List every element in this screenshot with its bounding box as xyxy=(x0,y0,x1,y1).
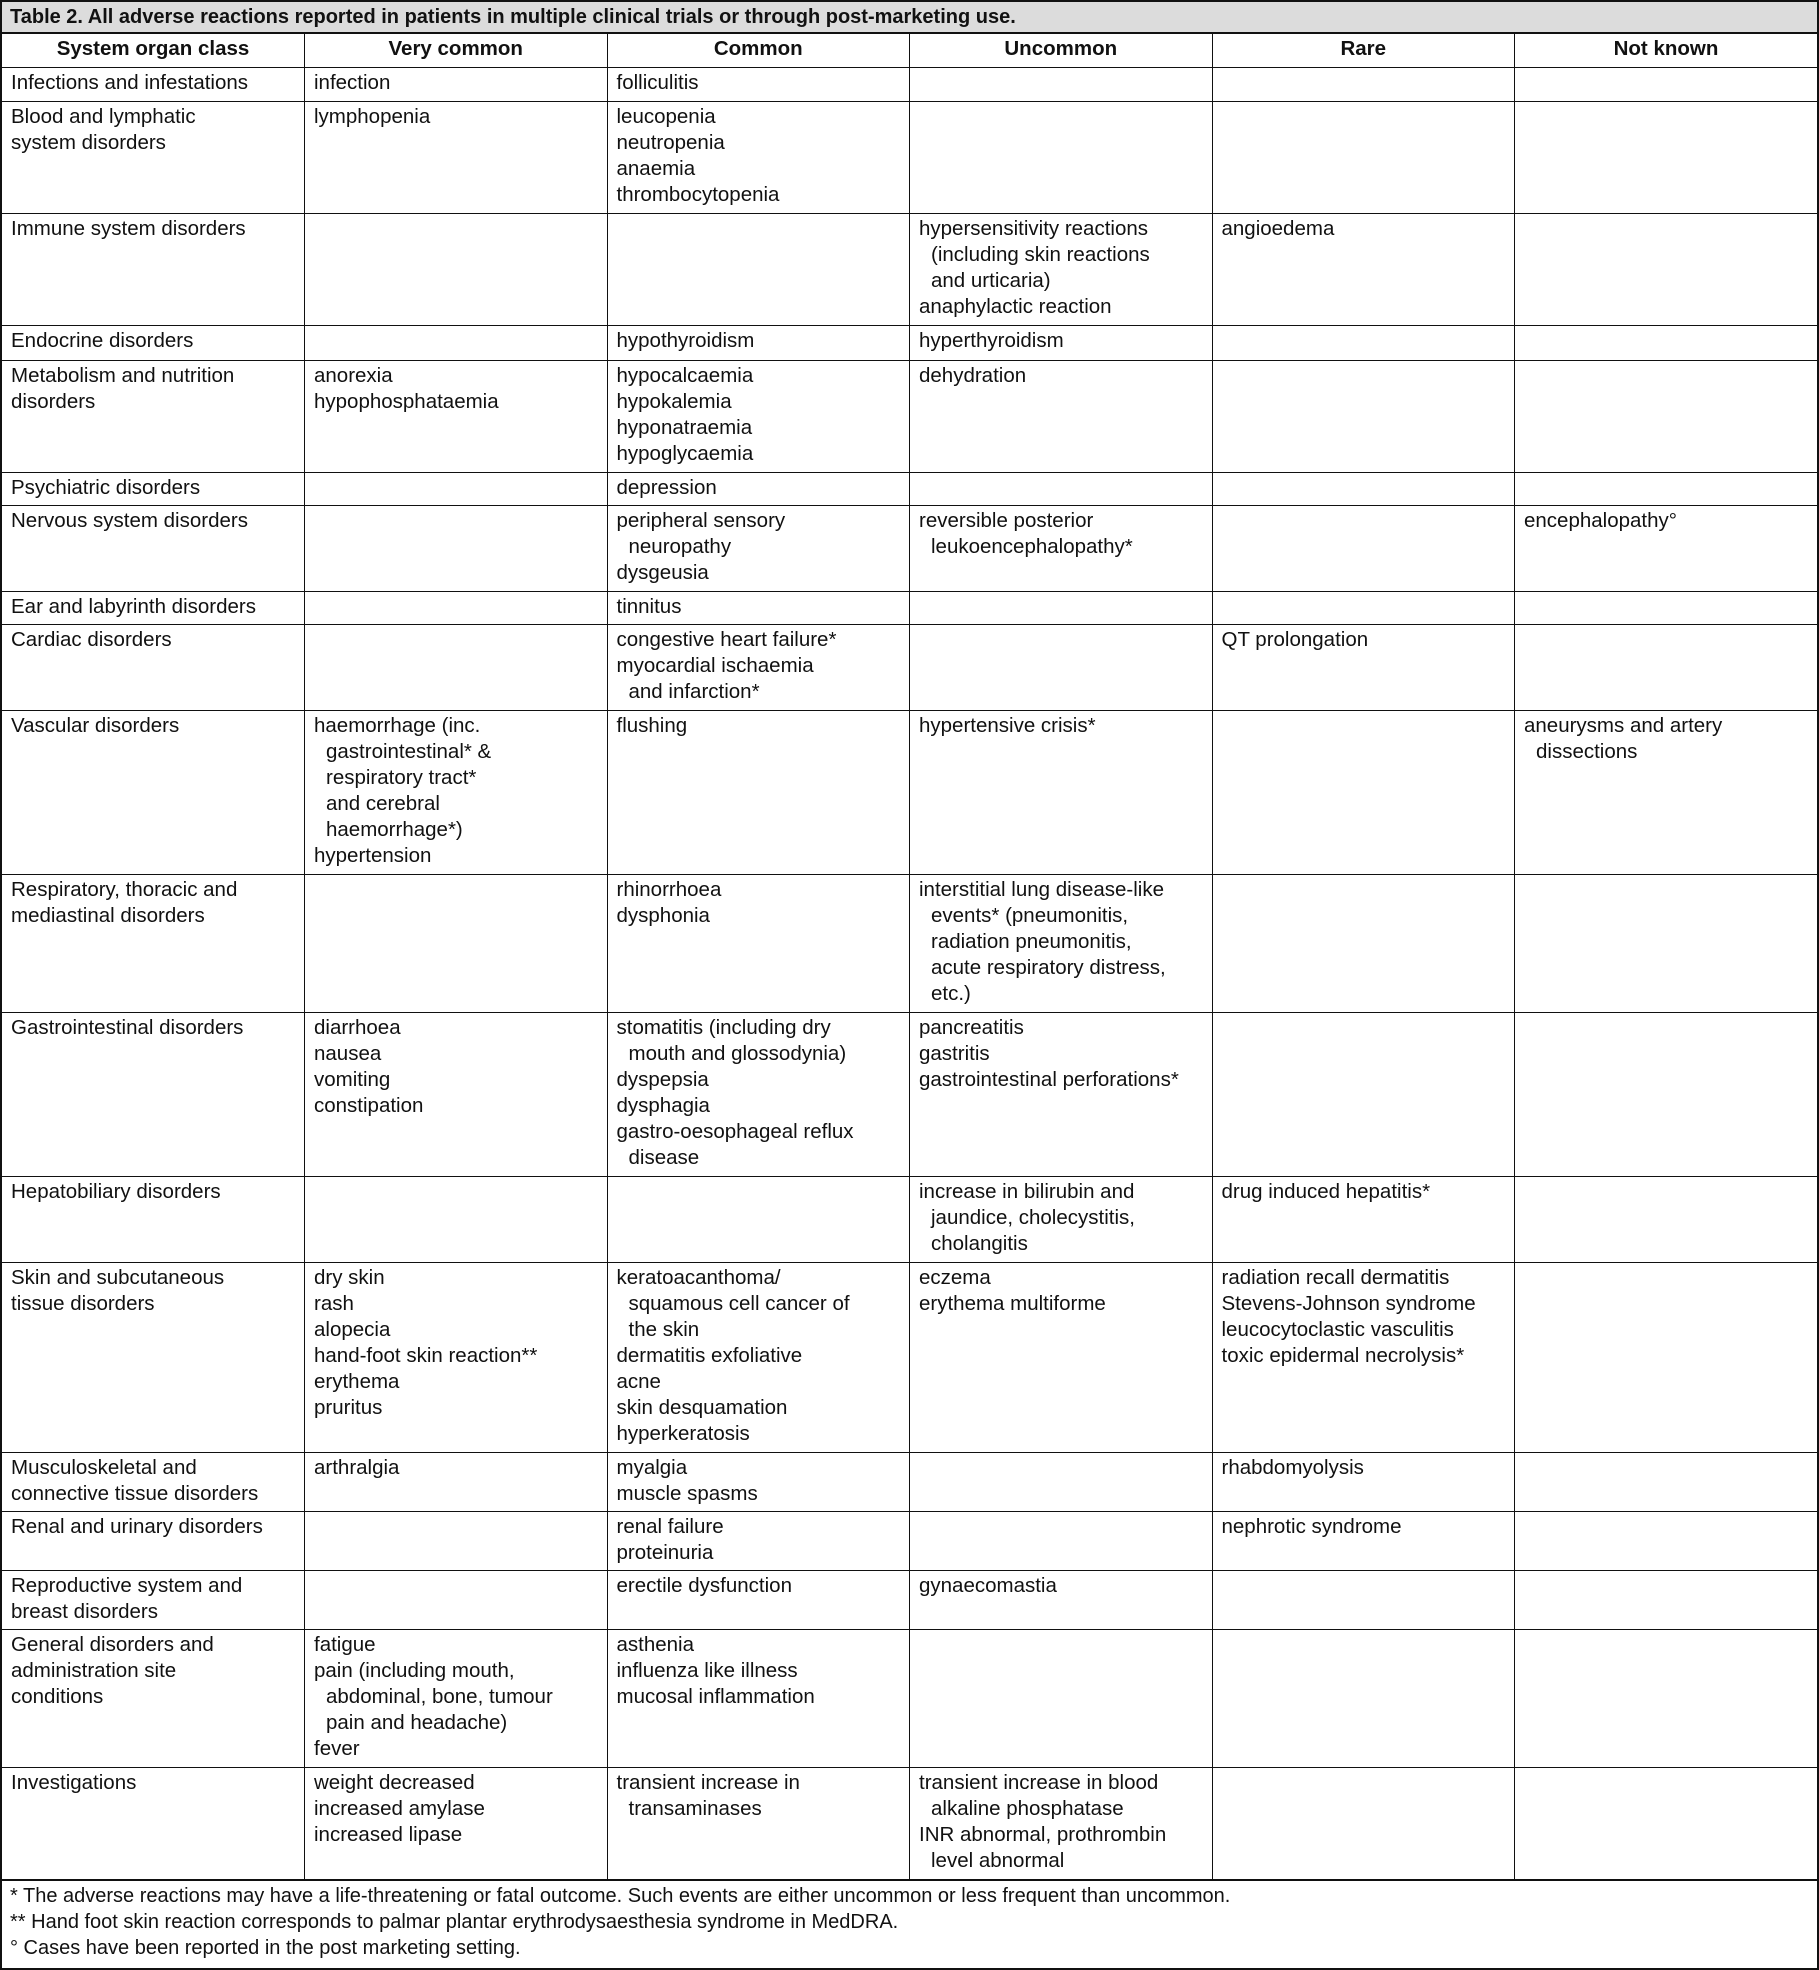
cell-very-common xyxy=(305,592,608,625)
cell-line: hypertension xyxy=(314,844,432,867)
cell-common xyxy=(607,1512,910,1571)
table-row xyxy=(2,1013,1817,1177)
header-not-known: Not known xyxy=(1515,34,1818,68)
cell-line: depression xyxy=(616,476,717,499)
cell-line: dermatitis exfoliative xyxy=(616,1344,803,1367)
cell-system-organ-class xyxy=(2,1571,305,1630)
cell-line: increase in bilirubin and xyxy=(919,1180,1135,1203)
table-row xyxy=(2,711,1817,875)
cell-line: gastro-oesophageal reflux xyxy=(616,1120,854,1143)
header-system-organ-class: System organ class xyxy=(2,34,305,68)
cell-line: and urticaria) xyxy=(931,269,1051,292)
table-row xyxy=(2,1177,1817,1263)
cell-line: administration site xyxy=(11,1659,177,1682)
cell-uncommon xyxy=(910,473,1213,506)
cell-line: hypophosphataemia xyxy=(314,390,499,413)
cell-line: myalgia xyxy=(616,1456,688,1479)
table-row xyxy=(2,592,1817,625)
cell-uncommon xyxy=(910,1453,1213,1512)
cell-common xyxy=(607,506,910,592)
cell-uncommon xyxy=(910,506,1213,592)
cell-not-known xyxy=(1515,711,1818,875)
cell-line: pruritus xyxy=(314,1396,383,1419)
cell-line: lymphopenia xyxy=(314,105,431,128)
cell-common xyxy=(607,1571,910,1630)
cell-rare xyxy=(1212,875,1515,1013)
cell-line: encephalopathy° xyxy=(1524,509,1677,532)
cell-line: keratoacanthoma/ xyxy=(616,1266,781,1289)
cell-common xyxy=(607,361,910,473)
cell-line: infection xyxy=(314,71,391,94)
cell-system-organ-class xyxy=(2,326,305,361)
cell-common xyxy=(607,214,910,326)
cell-common xyxy=(607,1768,910,1880)
table-row xyxy=(2,214,1817,326)
cell-line: Vascular disorders xyxy=(11,714,180,737)
cell-line: hypoglycaemia xyxy=(616,442,754,465)
cell-line: the skin xyxy=(628,1318,700,1341)
cell-line: renal failure xyxy=(616,1515,724,1538)
cell-very-common xyxy=(305,68,608,102)
cell-line: radiation recall dermatitis xyxy=(1221,1266,1450,1289)
cell-system-organ-class xyxy=(2,1013,305,1177)
table-row xyxy=(2,506,1817,592)
cell-system-organ-class xyxy=(2,875,305,1013)
cell-line: reversible posterior xyxy=(919,509,1094,532)
header-very-common: Very common xyxy=(305,34,608,68)
cell-very-common xyxy=(305,1263,608,1453)
cell-rare xyxy=(1212,68,1515,102)
cell-line: INR abnormal, prothrombin xyxy=(919,1823,1167,1846)
cell-system-organ-class xyxy=(2,1453,305,1512)
cell-very-common xyxy=(305,1453,608,1512)
cell-system-organ-class xyxy=(2,214,305,326)
cell-line: and infarction* xyxy=(628,680,760,703)
cell-very-common xyxy=(305,711,608,875)
cell-line: gastrointestinal* & xyxy=(326,740,492,763)
cell-line: Metabolism and nutrition xyxy=(11,364,235,387)
cell-line: arthralgia xyxy=(314,1456,400,1479)
cell-common xyxy=(607,875,910,1013)
cell-line: skin desquamation xyxy=(616,1396,788,1419)
cell-line: dehydration xyxy=(919,364,1027,387)
cell-line: hypocalcaemia xyxy=(616,364,754,387)
cell-line: hypothyroidism xyxy=(616,329,755,352)
cell-line: mouth and glossodynia) xyxy=(628,1042,847,1065)
cell-uncommon xyxy=(910,1177,1213,1263)
cell-line: myocardial ischaemia xyxy=(616,654,814,677)
cell-uncommon xyxy=(910,1512,1213,1571)
cell-rare xyxy=(1212,473,1515,506)
cell-not-known xyxy=(1515,1512,1818,1571)
cell-line: interstitial lung disease-like xyxy=(919,878,1164,901)
cell-very-common xyxy=(305,1768,608,1880)
cell-line: toxic epidermal necrolysis* xyxy=(1221,1344,1465,1367)
cell-line: flushing xyxy=(616,714,688,737)
cell-line: fatigue xyxy=(314,1633,376,1656)
cell-rare xyxy=(1212,214,1515,326)
cell-common xyxy=(607,1630,910,1768)
cell-line: QT prolongation xyxy=(1221,628,1369,651)
cell-line: transaminases xyxy=(628,1797,762,1820)
cell-line: vomiting xyxy=(314,1068,391,1091)
cell-line: proteinuria xyxy=(616,1541,714,1564)
cell-line: gastritis xyxy=(919,1042,990,1065)
cell-very-common xyxy=(305,625,608,711)
cell-line: stomatitis (including dry xyxy=(616,1016,831,1039)
cell-line: hypertensive crisis* xyxy=(919,714,1096,737)
cell-line: nephrotic syndrome xyxy=(1221,1515,1402,1538)
cell-line: gastrointestinal perforations* xyxy=(919,1068,1179,1091)
cell-rare xyxy=(1212,1263,1515,1453)
cell-line: dissections xyxy=(1536,740,1638,763)
cell-rare xyxy=(1212,1453,1515,1512)
cell-line: Renal and urinary disorders xyxy=(11,1515,263,1538)
cell-line: Nervous system disorders xyxy=(11,509,248,532)
cell-line: General disorders and xyxy=(11,1633,214,1656)
cell-line: Skin and subcutaneous xyxy=(11,1266,225,1289)
cell-line: Hepatobiliary disorders xyxy=(11,1180,221,1203)
cell-line: Stevens-Johnson syndrome xyxy=(1221,1292,1476,1315)
cell-line: hypersensitivity reactions xyxy=(919,217,1149,240)
cell-line: neuropathy xyxy=(628,535,732,558)
cell-rare xyxy=(1212,1768,1515,1880)
cell-uncommon xyxy=(910,875,1213,1013)
cell-line: hyponatraemia xyxy=(616,416,753,439)
cell-very-common xyxy=(305,1013,608,1177)
table-row xyxy=(2,1512,1817,1571)
cell-line: tinnitus xyxy=(616,595,682,618)
cell-line: Immune system disorders xyxy=(11,217,246,240)
cell-common xyxy=(607,68,910,102)
footnote-degree: ° Cases have been reported in the post marketing setting. xyxy=(10,1937,521,1959)
cell-not-known xyxy=(1515,473,1818,506)
cell-line: respiratory tract* xyxy=(326,766,477,789)
cell-not-known xyxy=(1515,214,1818,326)
cell-common xyxy=(607,102,910,214)
table-row xyxy=(2,102,1817,214)
cell-line: fever xyxy=(314,1737,360,1760)
cell-system-organ-class xyxy=(2,1263,305,1453)
cell-system-organ-class xyxy=(2,1630,305,1768)
cell-system-organ-class xyxy=(2,102,305,214)
adverse-reactions-table xyxy=(2,34,1817,1880)
cell-line: jaundice, cholecystitis, xyxy=(931,1206,1135,1229)
cell-line: hyperkeratosis xyxy=(616,1422,750,1445)
cell-not-known xyxy=(1515,1453,1818,1512)
cell-rare xyxy=(1212,1177,1515,1263)
cell-rare xyxy=(1212,326,1515,361)
cell-very-common xyxy=(305,1571,608,1630)
cell-line: erythema multiforme xyxy=(919,1292,1106,1315)
cell-system-organ-class xyxy=(2,506,305,592)
cell-line: level abnormal xyxy=(931,1849,1065,1872)
cell-not-known xyxy=(1515,1768,1818,1880)
cell-line: increased lipase xyxy=(314,1823,463,1846)
cell-rare xyxy=(1212,361,1515,473)
cell-line: mucosal inflammation xyxy=(616,1685,815,1708)
cell-system-organ-class xyxy=(2,1768,305,1880)
cell-line: peripheral sensory xyxy=(616,509,786,532)
cell-line: dry skin xyxy=(314,1266,385,1289)
cell-common xyxy=(607,1263,910,1453)
cell-line: acne xyxy=(616,1370,661,1393)
cell-line: Respiratory, thoracic and xyxy=(11,878,238,901)
cell-uncommon xyxy=(910,1768,1213,1880)
cell-line: dysgeusia xyxy=(616,561,709,584)
cell-line: anaemia xyxy=(616,157,696,180)
cell-line: pain (including mouth, xyxy=(314,1659,515,1682)
cell-very-common xyxy=(305,1630,608,1768)
cell-not-known xyxy=(1515,1571,1818,1630)
header-row xyxy=(2,34,1817,68)
cell-line: leucopenia xyxy=(616,105,716,128)
cell-line: conditions xyxy=(11,1685,104,1708)
cell-line: congestive heart failure* xyxy=(616,628,837,651)
cell-line: Reproductive system and xyxy=(11,1574,243,1597)
cell-line: Endocrine disorders xyxy=(11,329,194,352)
cell-very-common xyxy=(305,361,608,473)
cell-rare xyxy=(1212,592,1515,625)
cell-line: tissue disorders xyxy=(11,1292,155,1315)
cell-line: diarrhoea xyxy=(314,1016,401,1039)
cell-system-organ-class xyxy=(2,473,305,506)
cell-line: leucocytoclastic vasculitis xyxy=(1221,1318,1454,1341)
cell-line: Cardiac disorders xyxy=(11,628,172,651)
cell-line: cholangitis xyxy=(931,1232,1028,1255)
cell-line: influenza like illness xyxy=(616,1659,798,1682)
header-uncommon: Uncommon xyxy=(910,34,1213,68)
cell-rare xyxy=(1212,102,1515,214)
cell-line: constipation xyxy=(314,1094,424,1117)
cell-rare xyxy=(1212,1630,1515,1768)
cell-line: Blood and lymphatic xyxy=(11,105,196,128)
cell-line: squamous cell cancer of xyxy=(628,1292,850,1315)
cell-line: hand-foot skin reaction** xyxy=(314,1344,538,1367)
cell-line: Musculoskeletal and xyxy=(11,1456,197,1479)
cell-not-known xyxy=(1515,68,1818,102)
footnote-double-asterisk: ** Hand foot skin reaction corresponds to palmar plantar erythrodysaesthesia syndrome in MedDRA. xyxy=(10,1911,899,1933)
cell-line: Gastrointestinal disorders xyxy=(11,1016,244,1039)
cell-uncommon xyxy=(910,711,1213,875)
cell-line: alopecia xyxy=(314,1318,391,1341)
cell-line: transient increase in blood xyxy=(919,1771,1159,1794)
cell-line: erythema xyxy=(314,1370,400,1393)
cell-uncommon xyxy=(910,1630,1213,1768)
cell-very-common xyxy=(305,1177,608,1263)
table-caption: Table 2. All adverse reactions reported in patients in multiple clinical trials or through post-marketing use. xyxy=(2,2,1817,34)
cell-common xyxy=(607,473,910,506)
cell-line: Investigations xyxy=(11,1771,137,1794)
cell-line: alkaline phosphatase xyxy=(931,1797,1124,1820)
table-row xyxy=(2,473,1817,506)
cell-not-known xyxy=(1515,326,1818,361)
cell-line: gynaecomastia xyxy=(919,1574,1057,1597)
cell-line: nausea xyxy=(314,1042,382,1065)
cell-very-common xyxy=(305,102,608,214)
cell-line: acute respiratory distress, xyxy=(931,956,1166,979)
header-rare: Rare xyxy=(1212,34,1515,68)
cell-line: (including skin reactions xyxy=(931,243,1150,266)
cell-line: etc.) xyxy=(931,982,971,1005)
cell-line: breast disorders xyxy=(11,1600,158,1623)
cell-not-known xyxy=(1515,1630,1818,1768)
cell-line: pancreatitis xyxy=(919,1016,1024,1039)
cell-system-organ-class xyxy=(2,1177,305,1263)
cell-uncommon xyxy=(910,326,1213,361)
cell-not-known xyxy=(1515,361,1818,473)
cell-rare xyxy=(1212,1013,1515,1177)
cell-very-common xyxy=(305,326,608,361)
cell-common xyxy=(607,625,910,711)
cell-line: asthenia xyxy=(616,1633,695,1656)
cell-uncommon xyxy=(910,625,1213,711)
cell-line: dyspepsia xyxy=(616,1068,709,1091)
footnote-single-asterisk: * The adverse reactions may have a life-threatening or fatal outcome. Such events are either uncommon or less frequent than uncommon. xyxy=(10,1885,1231,1907)
table-row xyxy=(2,875,1817,1013)
table-header xyxy=(2,34,1817,68)
cell-not-known xyxy=(1515,1263,1818,1453)
cell-uncommon xyxy=(910,361,1213,473)
cell-common xyxy=(607,1177,910,1263)
cell-line: erectile dysfunction xyxy=(616,1574,792,1597)
table-row xyxy=(2,1768,1817,1880)
cell-line: Psychiatric disorders xyxy=(11,476,201,499)
cell-line: events* (pneumonitis, xyxy=(931,904,1129,927)
cell-line: system disorders xyxy=(11,131,166,154)
cell-not-known xyxy=(1515,625,1818,711)
cell-line: connective tissue disorders xyxy=(11,1482,259,1505)
cell-line: thrombocytopenia xyxy=(616,183,780,206)
cell-system-organ-class xyxy=(2,592,305,625)
cell-rare xyxy=(1212,625,1515,711)
cell-line: Ear and labyrinth disorders xyxy=(11,595,256,618)
cell-not-known xyxy=(1515,592,1818,625)
table-body xyxy=(2,68,1817,1880)
cell-line: transient increase in xyxy=(616,1771,800,1794)
cell-uncommon xyxy=(910,68,1213,102)
cell-not-known xyxy=(1515,506,1818,592)
cell-line: dysphagia xyxy=(616,1094,710,1117)
cell-line: pain and headache) xyxy=(326,1711,508,1734)
table-row xyxy=(2,361,1817,473)
cell-not-known xyxy=(1515,875,1818,1013)
cell-line: rhabdomyolysis xyxy=(1221,1456,1364,1479)
cell-line: muscle spasms xyxy=(616,1482,758,1505)
cell-line: folliculitis xyxy=(616,71,699,94)
table-row xyxy=(2,1263,1817,1453)
cell-line: dysphonia xyxy=(616,904,710,927)
header-common: Common xyxy=(607,34,910,68)
cell-line: anorexia xyxy=(314,364,393,387)
cell-uncommon xyxy=(910,592,1213,625)
cell-line: rhinorrhoea xyxy=(616,878,722,901)
cell-rare xyxy=(1212,1571,1515,1630)
cell-line: neutropenia xyxy=(616,131,725,154)
cell-rare xyxy=(1212,711,1515,875)
cell-common xyxy=(607,326,910,361)
cell-line: hypokalemia xyxy=(616,390,732,413)
cell-system-organ-class xyxy=(2,625,305,711)
cell-uncommon xyxy=(910,1263,1213,1453)
cell-line: anaphylactic reaction xyxy=(919,295,1112,318)
cell-line: leukoencephalopathy* xyxy=(931,535,1133,558)
cell-common xyxy=(607,1453,910,1512)
cell-system-organ-class xyxy=(2,711,305,875)
cell-line: haemorrhage*) xyxy=(326,818,463,841)
cell-very-common xyxy=(305,214,608,326)
cell-very-common xyxy=(305,506,608,592)
cell-line: disease xyxy=(628,1146,700,1169)
cell-line: drug induced hepatitis* xyxy=(1221,1180,1431,1203)
cell-uncommon xyxy=(910,1013,1213,1177)
table-row xyxy=(2,625,1817,711)
table-row xyxy=(2,68,1817,102)
cell-line: haemorrhage (inc. xyxy=(314,714,481,737)
cell-system-organ-class xyxy=(2,68,305,102)
table-row xyxy=(2,1630,1817,1768)
cell-not-known xyxy=(1515,102,1818,214)
cell-very-common xyxy=(305,1512,608,1571)
cell-common xyxy=(607,711,910,875)
cell-line: angioedema xyxy=(1221,217,1335,240)
cell-line: hyperthyroidism xyxy=(919,329,1064,352)
cell-line: increased amylase xyxy=(314,1797,485,1820)
cell-rare xyxy=(1212,1512,1515,1571)
footnotes xyxy=(2,1880,1817,1968)
cell-uncommon xyxy=(910,1571,1213,1630)
cell-uncommon xyxy=(910,102,1213,214)
cell-line: eczema xyxy=(919,1266,991,1289)
cell-system-organ-class xyxy=(2,1512,305,1571)
cell-line: abdominal, bone, tumour xyxy=(326,1685,553,1708)
cell-very-common xyxy=(305,875,608,1013)
cell-system-organ-class xyxy=(2,361,305,473)
table-row xyxy=(2,1453,1817,1512)
cell-common xyxy=(607,592,910,625)
cell-common xyxy=(607,1013,910,1177)
table-row xyxy=(2,326,1817,361)
cell-line: aneurysms and artery xyxy=(1524,714,1723,737)
cell-not-known xyxy=(1515,1177,1818,1263)
cell-line: rash xyxy=(314,1292,354,1315)
cell-line: and cerebral xyxy=(326,792,440,815)
table-row xyxy=(2,1571,1817,1630)
cell-rare xyxy=(1212,506,1515,592)
cell-line: disorders xyxy=(11,390,96,413)
cell-line: Infections and infestations xyxy=(11,71,249,94)
cell-not-known xyxy=(1515,1013,1818,1177)
cell-line: weight decreased xyxy=(314,1771,475,1794)
cell-line: mediastinal disorders xyxy=(11,904,205,927)
cell-uncommon xyxy=(910,214,1213,326)
cell-line: radiation pneumonitis, xyxy=(931,930,1132,953)
cell-very-common xyxy=(305,473,608,506)
